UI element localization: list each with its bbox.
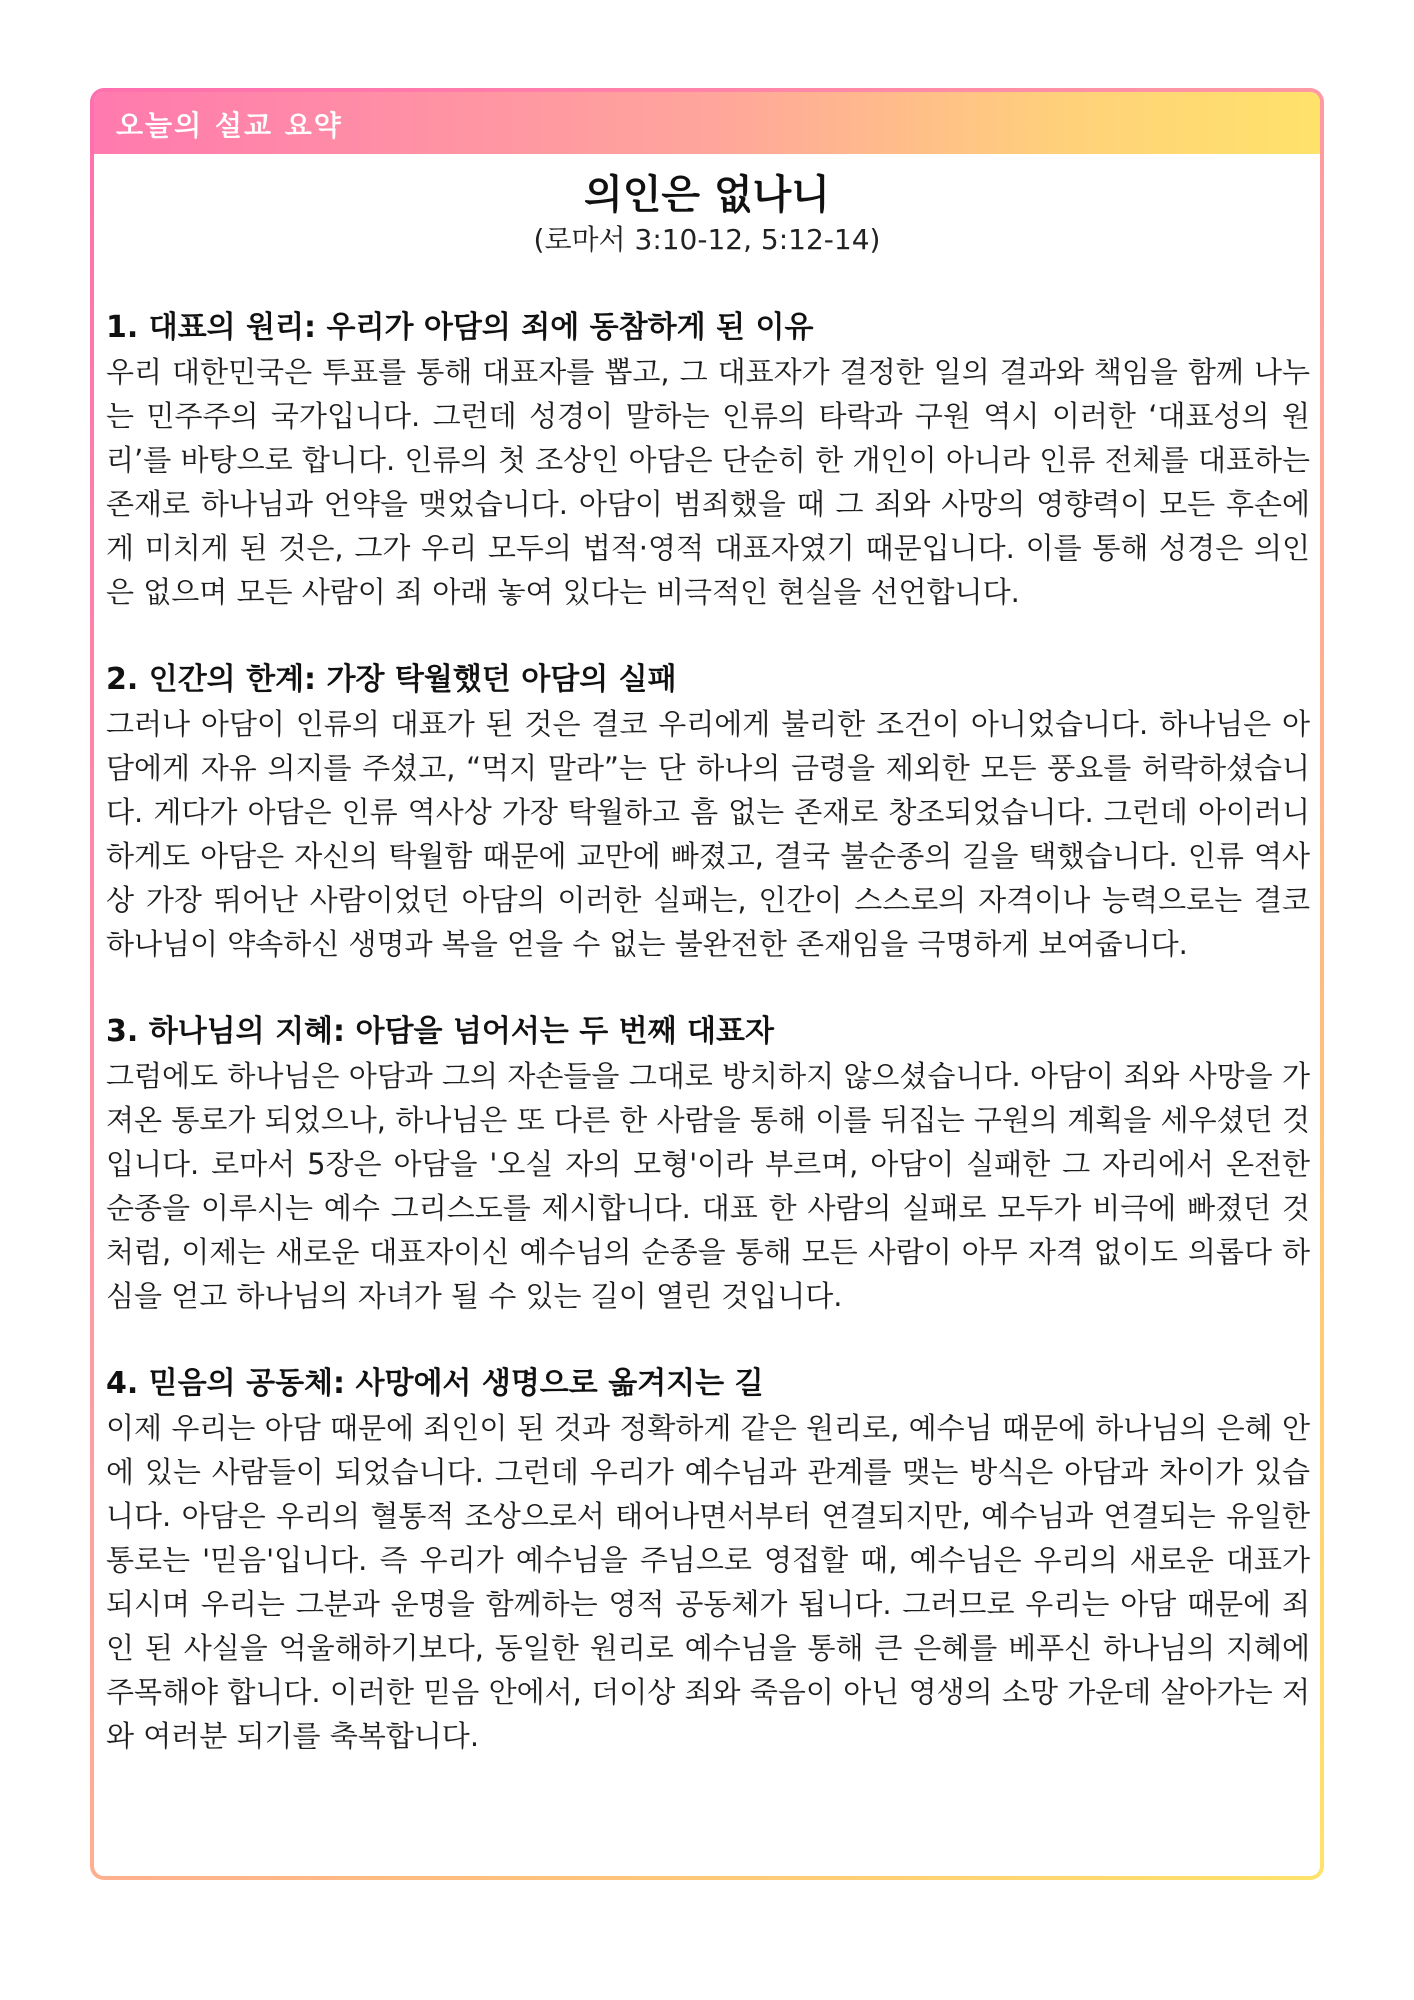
section-4 xyxy=(106,1362,1310,1758)
card-content xyxy=(94,92,1320,1876)
sermon-sections xyxy=(106,306,1310,1802)
section-heading: 3. 하나님의 지혜: 아담을 넘어서는 두 번째 대표자 xyxy=(106,1014,774,1049)
section-body: 우리 대한민국은 투표를 통해 대표자를 뽑고, 그 대표자가 결정한 일의 결과와 책임을 함께 나누는 민주주의 국가입니다. 그런데 성경이 말하는 인류의 타락과 구원 역시 이러한 ‘대표성의 원리’를 바탕으로 합니다. 인류의 첫 조상인 아담은 단순히 한 개인이 아니라 인류 전체를 대표하는 존재로 하나님과 언약을 맺었습니다. 아담이 범죄했을 때 그 죄와 사망의 영향력이 모든 후손에게 미치게 된 것은, 그가 우리 모두의 법적·영적 대표자였기 때문입니다. 이를 통해 성경은 의인은 없으며 모든 사람이 죄 아래 놓여 있다는 비극적인 현실을 선언합니다. xyxy=(106,355,1310,609)
section-3 xyxy=(106,1010,1310,1318)
section-body: 그러나 아담이 인류의 대표가 된 것은 결코 우리에게 불리한 조건이 아니었습니다. 하나님은 아담에게 자유 의지를 주셨고, “먹지 말라”는 단 하나의 금령을 제외한 모든 풍요를 허락하셨습니다. 게다가 아담은 인류 역사상 가장 탁월하고 흠 없는 존재로 창조되었습니다. 그런데 아이러니하게도 아담은 자신의 탁월함 때문에 교만에 빠졌고, 결국 불순종의 길을 택했습니다. 인류 역사상 가장 뛰어난 사람이었던 아담의 이러한 실패는, 인간이 스스로의 자격이나 능력으로는 결코 하나님이 약속하신 생명과 복을 얻을 수 없는 불완전한 존재임을 극명하게 보여줍니다. xyxy=(106,707,1310,961)
section-heading: 1. 대표의 원리: 우리가 아담의 죄에 동참하게 된 이유 xyxy=(106,310,814,345)
section-1 xyxy=(106,306,1310,614)
scripture-reference: (로마서 3:10-12, 5:12-14) xyxy=(533,223,881,256)
header-bar xyxy=(94,92,1320,154)
header-label: 오늘의 설교 요약 xyxy=(116,109,343,142)
section-body: 이제 우리는 아담 때문에 죄인이 된 것과 정확하게 같은 원리로, 예수님 때문에 하나님의 은혜 안에 있는 사람들이 되었습니다. 그런데 우리가 예수님과 관계를 맺는 방식은 아담과 차이가 있습니다. 아담은 우리의 혈통적 조상으로서 태어나면서부터 연결되지만, 예수님과 연결되는 유일한 통로는 '믿음'입니다. 즉 우리가 예수님을 주님으로 영접할 때, 예수님은 우리의 새로운 대표가 되시며 우리는 그분과 운명을 함께하는 영적 공동체가 됩니다. 그러므로 우리는 아담 때문에 죄인 된 사실을 억울해하기보다, 동일한 원리로 예수님을 통해 큰 은혜를 베푸신 하나님의 지혜에 주목해야 합니다. 이러한 믿음 안에서, 더이상 죄와 죽음이 아닌 영생의 소망 가운데 살아가는 저와 여러분 되기를 축복합니다. xyxy=(106,1411,1310,1753)
section-heading: 4. 믿음의 공동체: 사망에서 생명으로 옮겨지는 길 xyxy=(106,1366,764,1401)
sermon-summary-card xyxy=(90,88,1324,1880)
sermon-title: 의인은 없나니 xyxy=(584,172,830,218)
section-body: 그럼에도 하나님은 아담과 그의 자손들을 그대로 방치하지 않으셨습니다. 아담이 죄와 사망을 가져온 통로가 되었으나, 하나님은 또 다른 한 사람을 통해 이를 뒤집는 구원의 계획을 세우셨던 것입니다. 로마서 5장은 아담을 '오실 자의 모형'이라 부르며, 아담이 실패한 그 자리에서 온전한 순종을 이루시는 예수 그리스도를 제시합니다. 대표 한 사람의 실패로 모두가 비극에 빠졌던 것처럼, 이제는 새로운 대표자이신 예수님의 순종을 통해 모든 사람이 아무 자격 없이도 의롭다 하심을 얻고 하나님의 자녀가 될 수 있는 길이 열린 것입니다. xyxy=(106,1059,1310,1313)
section-2 xyxy=(106,658,1310,966)
section-heading: 2. 인간의 한계: 가장 탁월했던 아담의 실패 xyxy=(106,662,677,697)
